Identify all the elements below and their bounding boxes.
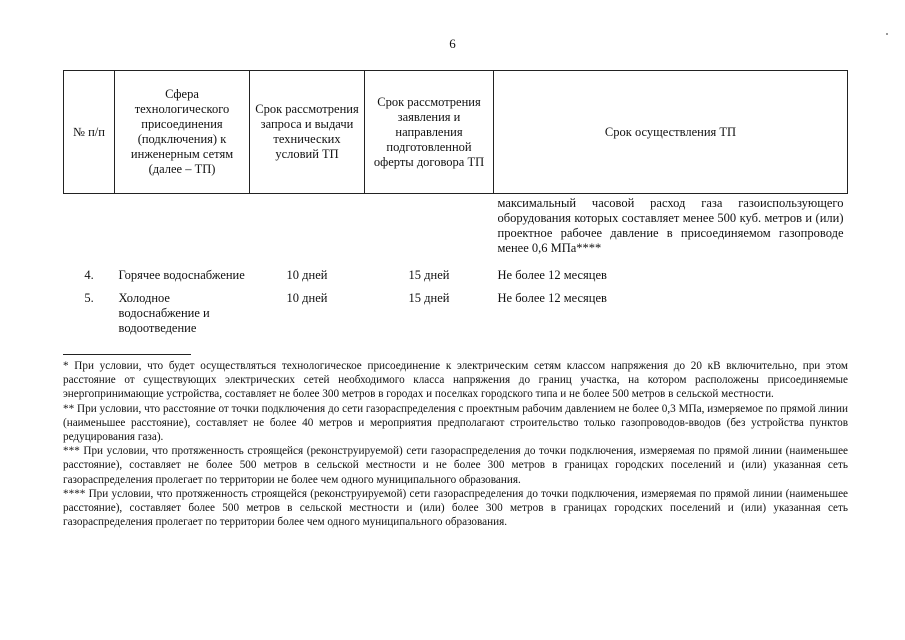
row-sphere: Горячее водоснабжение [118, 268, 245, 282]
row-sphere: Холодное водоснабжение и водоотведение [118, 291, 210, 335]
footnote-1: * При условии, что будет осуществляться технологическое присоединение к электрическим сетям классом напряжения до 20 кВ включительно, при этом расстояние от существующих электрических сетей необходимого класса напряжения до границ участка, на котором расположены присоединяемые энергопринимающие устройства, составляет не более 300 метров в городах и поселках городского типа и не более 500 метров в сельской местности. [63, 360, 848, 401]
table-row [64, 289, 848, 338]
table-row-continuation [64, 194, 848, 267]
row-num: 5. [84, 291, 94, 305]
table-header-row [64, 71, 848, 194]
tp-terms-table [63, 70, 848, 338]
footnote-4: **** При условии, что протяженность строящейся (реконструируемой) сети газораспределения до точки подключения, измеряемая по прямой линии (наименьшее расстояние), составляет более 500 метров в сельской местности и (или) более 300 метров в границах городских поселений и (или) указанная сеть газораспределения пролегает по территории более чем одного муниципального образования. [63, 487, 848, 529]
page-number: 6 [449, 36, 456, 51]
header-sphere: Сфера технологического присоединения (подключения) к инженерным сетям (далее – ТП) [115, 71, 250, 194]
footnote-separator [63, 354, 191, 355]
header-offer-term: Срок рассмотрения заявления и направления подготовленной оферты договора ТП [365, 71, 494, 194]
row-tu-term: 10 дней [286, 268, 328, 282]
footnote-2: ** При условии, что расстояние от точки подключения до сети газораспределения с проектным рабочим давлением не более 0,3 МПа, измеряемое по прямой линии (наименьшее расстояние), составляет не более 40 метров и мероприятия предполагают строительство только газопроводов-вводов (без устройства пунктов редуцирования газа). [63, 402, 848, 444]
scan-speck [886, 33, 888, 35]
table-row [64, 266, 848, 289]
footnote-3: *** При условии, что протяженность строящейся (реконструируемой) сети газораспределения до точки подключения, измеряемая по прямой линии (наименьшее расстояние), составляет не более 500 метров в сельской местности и не более 300 метров в границах городских поселений и (или) указанная сеть газораспределения пролегает по территории не более чем одного муниципального образования. [63, 445, 848, 486]
continuation-text: максимальный часовой расход газа газоиспользующего оборудования которых составляет менее 500 куб. метров и (или) проектное рабочее давление в присоединяемом газопроводе менее 0,6 МПа**** [497, 196, 844, 255]
footnotes [63, 359, 848, 529]
header-num: № п/п [64, 71, 115, 194]
header-tp-term: Срок осуществления ТП [494, 71, 848, 194]
header-tu-term: Срок рассмотрения запроса и выдачи технических условий ТП [250, 71, 365, 194]
row-tp-term: Не более 12 месяцев [497, 268, 607, 282]
row-num: 4. [84, 268, 94, 282]
row-tu-term: 10 дней [286, 291, 328, 305]
row-offer-term: 15 дней [408, 291, 450, 305]
row-offer-term: 15 дней [408, 268, 450, 282]
row-tp-term: Не более 12 месяцев [497, 291, 607, 305]
